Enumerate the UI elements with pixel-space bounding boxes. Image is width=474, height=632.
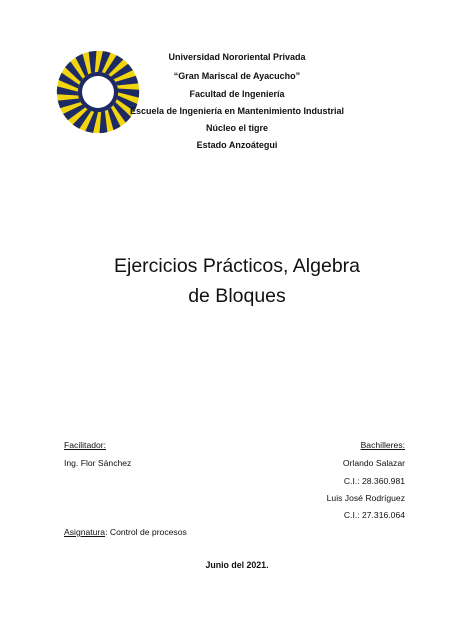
student-2-name: Luis José Rodríguez xyxy=(326,493,405,503)
student-1-id: C.I.: 28.360.981 xyxy=(343,476,405,486)
subject-separator: : xyxy=(105,527,108,537)
document-title-line-2: de Bloques xyxy=(188,285,286,307)
facilitator-name: Ing. Flor Sánchez xyxy=(64,458,132,468)
state-name: Estado Anzoátegui xyxy=(196,140,278,150)
school-name: Escuela de Ingeniería en Mantenimiento Industrial xyxy=(129,106,345,116)
university-name: Universidad Nororiental Privada xyxy=(168,52,306,62)
document-date: Junio del 2021. xyxy=(205,560,269,570)
students-heading: Bachilleres: xyxy=(360,440,405,450)
university-motto: “Gran Mariscal de Ayacucho” xyxy=(173,71,301,81)
document-title-line-1: Ejercicios Prácticos, Algebra xyxy=(113,255,361,277)
student-2-id: C.I.: 27.316.064 xyxy=(343,510,405,520)
campus-name: Núcleo el tigre xyxy=(205,123,268,133)
faculty-name: Facultad de Ingeniería xyxy=(189,89,285,99)
subject-label: Asignatura xyxy=(64,527,106,537)
subject-line xyxy=(64,527,187,538)
student-1-name: Orlando Salazar xyxy=(342,458,405,468)
subject-value: Control de procesos xyxy=(109,527,187,537)
facilitator-heading: Facilitador: xyxy=(64,440,107,450)
